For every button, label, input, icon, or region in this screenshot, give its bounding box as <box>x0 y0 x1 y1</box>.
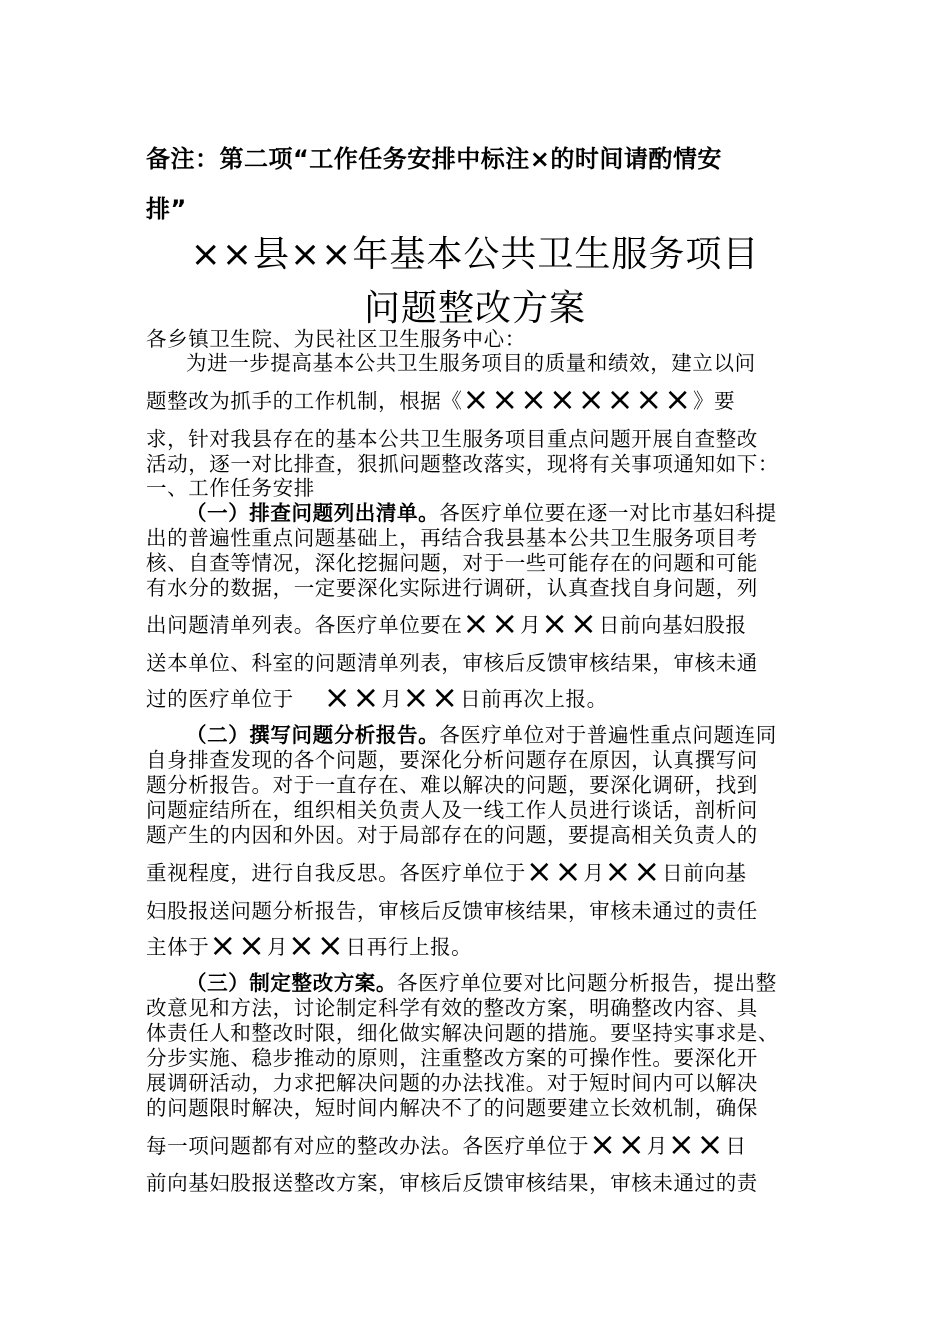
p1-line-3: 核、自查等情况，深化挖掘问题，对于一些可能存在的问题和可能 <box>146 551 758 575</box>
p3-line-3: 体责任人和整改时限，细化做实解决问题的措施。要坚持实事求是、 <box>146 1021 779 1045</box>
p2-line-4: 问题症结所在，组织相关负责人及一线工作人员进行谈话，剖析问 <box>146 798 758 822</box>
p2-line-1: （二）撰写问题分析报告。各医疗单位对于普遍性重点问题连同 <box>186 723 777 747</box>
p2-line-8: 主体于××月××日再行上报。 <box>146 926 473 964</box>
p3-line-6: 的问题限时解决，短时间内解决不了的问题要建立长效机制，确保 <box>146 1096 758 1120</box>
intro-line-1: 为进一步提高基本公共卫生服务项目的质量和绩效，建立以问 <box>186 351 756 375</box>
p3-heading: （三）制定整改方案。 <box>186 971 397 995</box>
p3-line-8: 前向基妇股报送整改方案，审核后反馈审核结果，审核未通过的责 <box>146 1171 758 1195</box>
p3-line-4: 分步实施、稳步推动的原则，注重整改方案的可操作性。要深化开 <box>146 1046 758 1070</box>
p1-line-2: 出的普遍性重点问题基础上，再结合我县基本公共卫生服务项目考 <box>146 526 758 550</box>
remark-note <box>146 134 806 234</box>
intro-line-4: 活动，逐一对比排查，狠抓问题整改落实，现将有关事项通知如下： <box>146 452 779 476</box>
section-heading-tasks: 一、工作任务安排 <box>146 476 315 500</box>
p2-heading: （二）撰写问题分析报告。 <box>186 723 440 747</box>
p1-line-4: 有水分的数据，一定要深化实际进行调研，认真查找自身问题，列 <box>146 576 758 600</box>
p1-line-6: 送本单位、科室的问题清单列表，审核后反馈审核结果，审核未通 <box>146 651 758 675</box>
p1-line-5: 出问题清单列表。各医疗单位要在××月××日前向基妇股报 <box>146 604 747 642</box>
document-title-line-2: 问题整改方案 <box>363 288 586 329</box>
p1-line-1: （一）排查问题列出清单。各医疗单位要在逐一对比市基妇科提 <box>186 501 777 525</box>
remark-line-2: 排” <box>146 195 187 223</box>
p2-line-7: 妇股报送问题分析报告，审核后反馈审核结果，审核未通过的责任 <box>146 899 758 923</box>
p2-line-2: 自身排查发现的各个问题，要深化分析问题存在原因，认真撰写问 <box>146 748 758 772</box>
remark-line-1: 备注：第二项“工作任务安排中标注×的时间请酌情安 <box>146 145 722 173</box>
p1-heading: （一）排查问题列出清单。 <box>186 501 440 525</box>
p2-line-3: 题分析报告。对于一直存在、难以解决的问题，要深化调研，找到 <box>146 773 758 797</box>
document-title-line-1: ××县××年基本公共卫生服务项目 <box>190 234 760 275</box>
p3-line-7: 每一项问题都有对应的整改办法。各医疗单位于××月××日 <box>146 1125 747 1163</box>
p3-line-2: 改意见和方法，讨论制定科学有效的整改方案，明确整改内容、具 <box>146 996 758 1020</box>
p2-line-6: 重视程度，进行自我反思。各医疗单位于××月××日前向基 <box>146 852 747 890</box>
p1-line-7: 过的医疗单位于 ××月××日前再次上报。 <box>146 678 608 716</box>
salutation: 各乡镇卫生院、为民社区卫生服务中心： <box>146 327 526 351</box>
p3-line-1: （三）制定整改方案。各医疗单位要对比问题分析报告，提出整 <box>186 971 777 995</box>
redacted-document-name: ×××××××× <box>462 380 693 418</box>
p2-line-5: 题产生的内因和外因。对于局部存在的问题，要提高相关负责人的 <box>146 823 758 847</box>
intro-line-3: 求，针对我县存在的基本公共卫生服务项目重点问题开展自查整改 <box>146 427 758 451</box>
intro-line-2: 题整改为抓手的工作机制，根据《××××××××》要 <box>146 380 736 418</box>
p3-line-5: 展调研活动，力求把解决问题的办法找准。对于短时间内可以解决 <box>146 1071 758 1095</box>
